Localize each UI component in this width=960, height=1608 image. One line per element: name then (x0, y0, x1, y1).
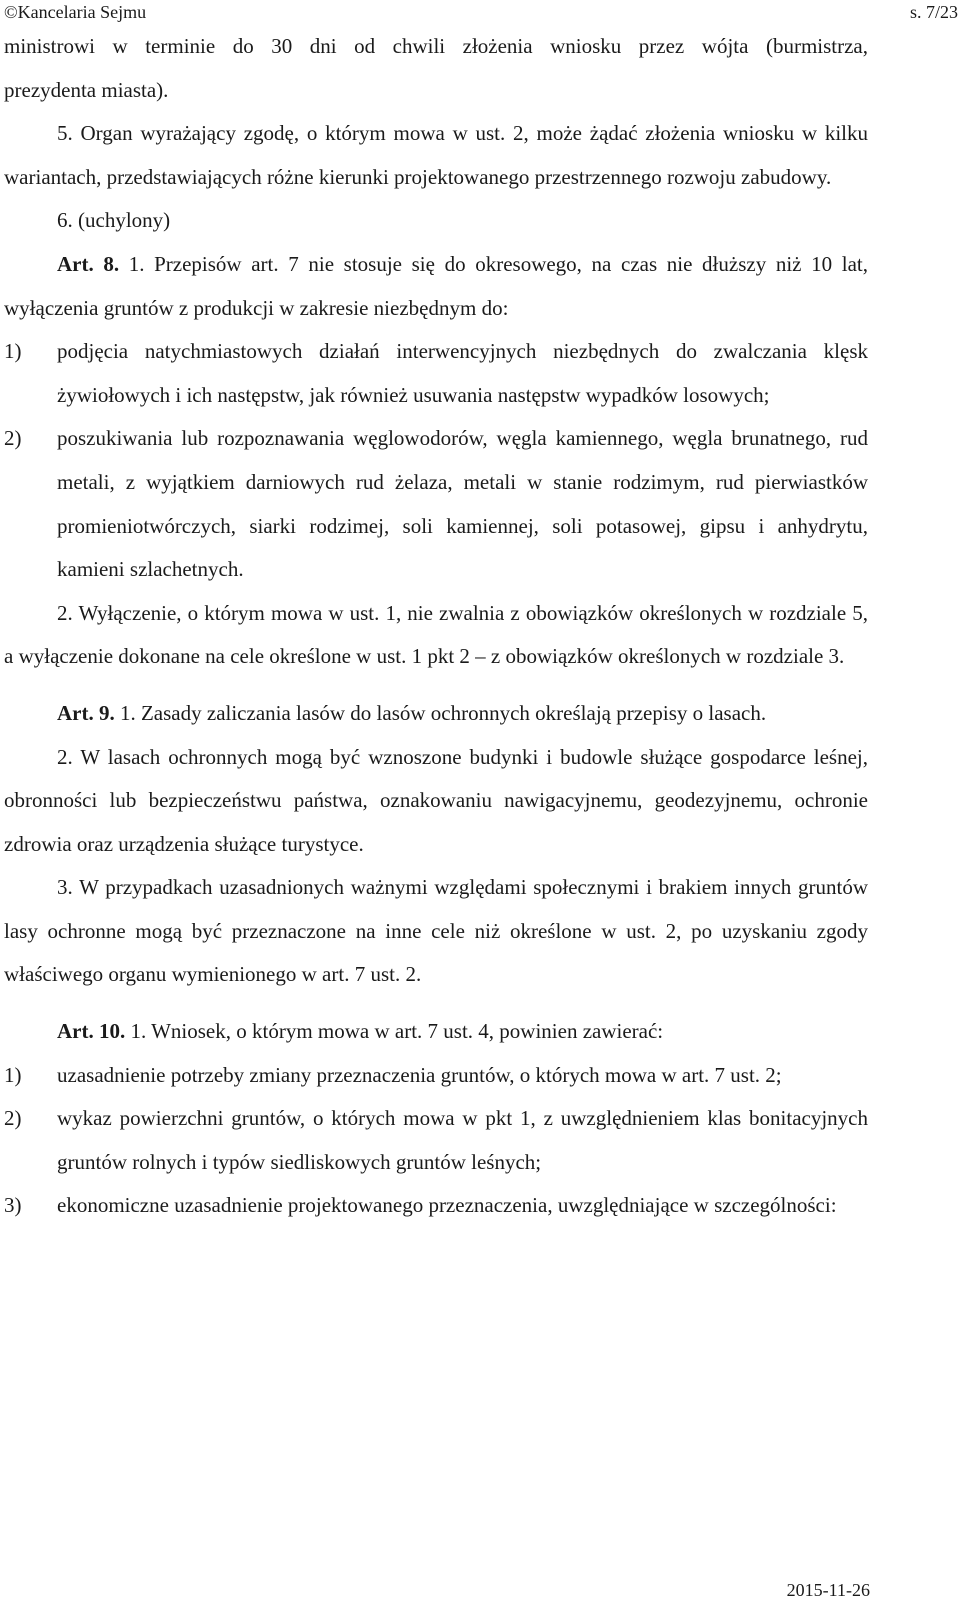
point-text: wykaz powierzchni gruntów, o których mowa w pkt 1, z uwzględnieniem klas bonitacyjnych gruntów rolnych i typów siedliskowych gruntów leśnych; (57, 1106, 868, 1174)
article-9-ust-3: 3. W przypadkach uzasadnionych ważnymi względami społecznymi i brakiem innych gruntów lasy ochronne mogą być przeznaczone na inne cele niż określone w ust. 2, po uzyskaniu zgody właściwego organu wymienionego w art. 7 ust. 2. (4, 875, 868, 987)
point-number: 2) (4, 426, 22, 451)
point-text: podjęcia natychmiastowych działań interwencyjnych niezbędnych do zwalczania klęsk żywiołowych i ich następstw, jak również usuwania następstw wypadków losowych; (57, 339, 868, 407)
article-8-point-2 (4, 417, 868, 591)
article-10-point-3 (4, 1184, 868, 1228)
point-number: 1) (4, 339, 22, 364)
page-number: s. 7/23 (909, 2, 958, 22)
article-10-point-2 (4, 1097, 868, 1184)
page-footer-date: 2015-11-26 (786, 1580, 870, 1600)
point-number: 3) (4, 1193, 22, 1218)
ust-6: 6. (uchylony) (57, 208, 171, 233)
article-10-point-1 (4, 1054, 868, 1098)
point-text: uzasadnienie potrzeby zmiany przeznaczenia gruntów, o których mowa w art. 7 ust. 2; (57, 1062, 782, 1087)
point-number: 1) (4, 1062, 22, 1087)
article-10-ust-1: 1. Wniosek, o którym mowa w art. 7 ust. 4, powinien zawierać: (125, 1019, 664, 1044)
article-8 (4, 243, 868, 330)
point-text: poszukiwania lub rozpoznawania węglowodorów, węgla kamiennego, węgla brunatnego, rud metali, z wyjątkiem darniowych rud żelaza, metali w stanie rodzimym, rud pierwiastków promieniotwórczych, siarki rodzimej, soli kamiennej, soli potasowej, gipsu i anhydrytu, kamieni szlachetnych. (57, 426, 868, 582)
article-8-label: Art. 8. (57, 251, 120, 276)
page-header (0, 0, 960, 24)
article-9-ust-1: 1. Zasady zaliczania lasów do lasów ochronnych określają przepisy o lasach. (114, 700, 767, 725)
paragraph-continuation-line1: ministrowi w terminie do 30 dni od chwili złożenia wniosku przez wójta (burmistrza, (4, 34, 868, 58)
article-10 (4, 1010, 868, 1054)
point-number: 2) (4, 1106, 22, 1131)
article-9 (4, 692, 868, 736)
article-8-point-1 (4, 330, 868, 417)
article-8-ust-1: 1. Przepisów art. 7 nie stosuje się do okresowego, na czas nie dłuższy niż 10 lat, wyłączenia gruntów z produkcji w zakresie niezbędnym do: (4, 251, 868, 320)
ust-5: 5. Organ wyrażający zgodę, o którym mowa w ust. 2, może żądać złożenia wniosku w kilku wariantach, przedstawiających różne kierunki projektowanego przestrzennego rozwoju zabudowy. (4, 121, 868, 189)
article-8-ust-2: 2. Wyłączenie, o którym mowa w ust. 1, nie zwalnia z obowiązków określonych w rozdziale 5, a wyłączenie dokonane na cele określone w ust. 1 pkt 2 – z obowiązków określonych w rozdziale 3. (4, 600, 868, 669)
copyright-label: ©Kancelaria Sejmu (4, 2, 147, 22)
article-10-label: Art. 10. (57, 1019, 126, 1044)
article-9-ust-2: 2. W lasach ochronnych mogą być wznoszone budynki i budowle służące gospodarce leśnej, obronności lub bezpieczeństwu państwa, oznakowaniu nawigacyjnemu, geodezyjnemu, ochronie zdrowia oraz urządzenia służące turystyce. (4, 744, 868, 856)
article-9-label: Art. 9. (57, 700, 115, 725)
document-body (4, 25, 868, 1228)
point-text: ekonomiczne uzasadnienie projektowanego przeznaczenia, uwzględniające w szczególności: (57, 1193, 837, 1218)
paragraph-continuation-line2: prezydenta miasta). (4, 77, 169, 102)
